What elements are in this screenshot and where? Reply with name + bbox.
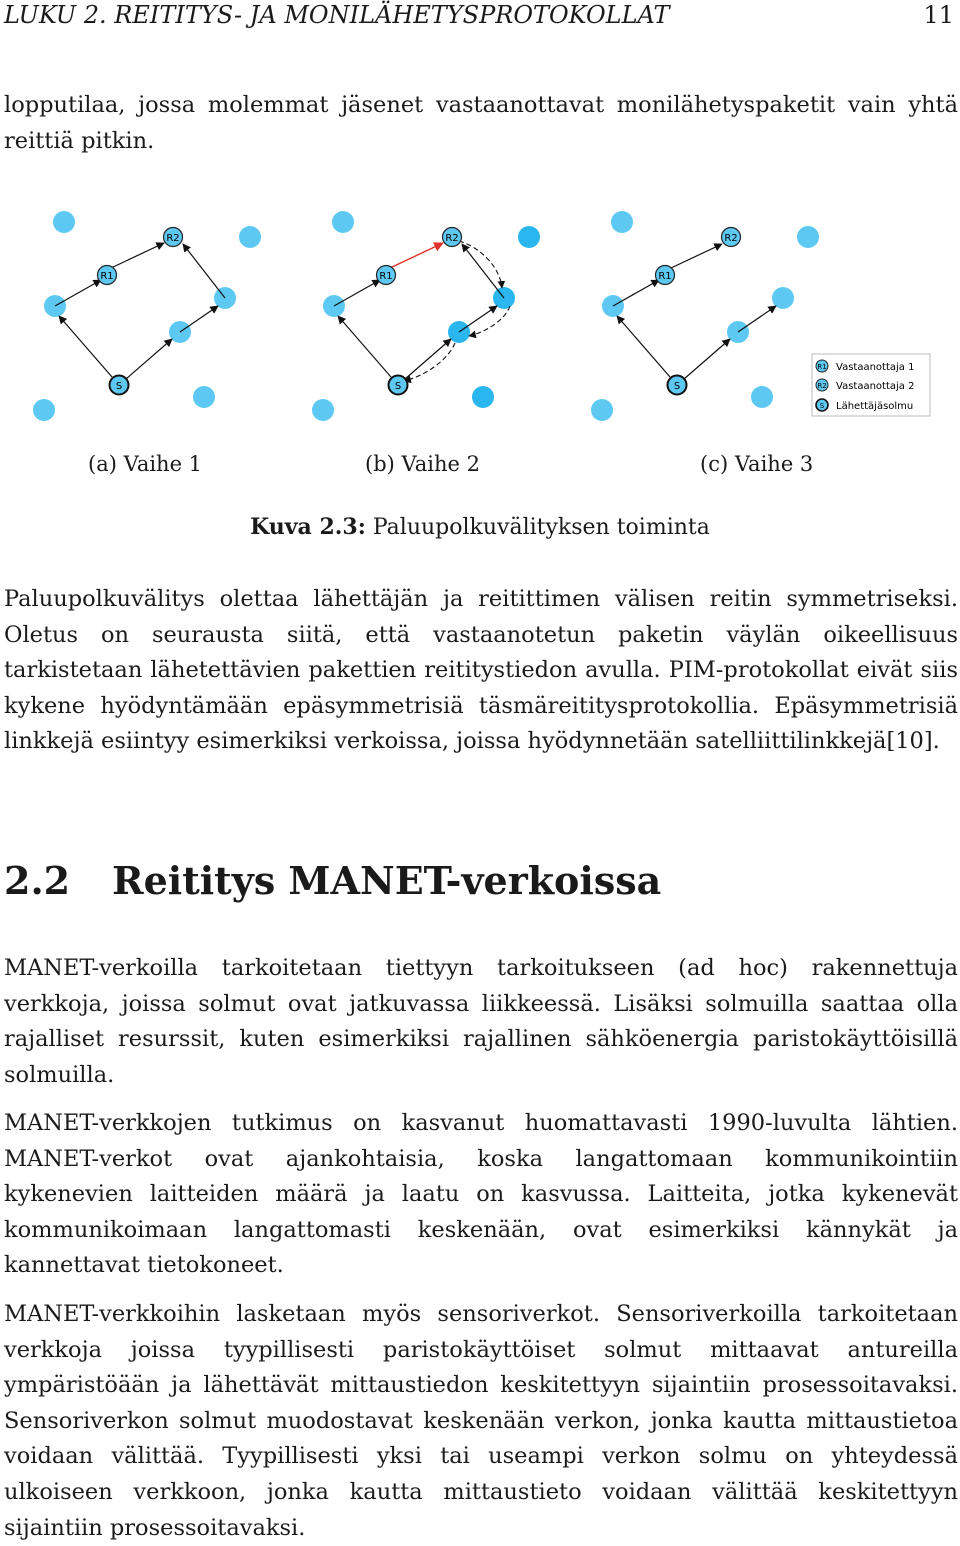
subcaption-c: (c) Vaihe 3 xyxy=(700,452,814,476)
paragraph-manet-intro: MANET-verkoilla tarkoitetaan tiettyyn tarkoitukseen (ad hoc) rakennettuja verkkoja, joissa solmut ovat jatkuvassa liikkeessä. Lisäksi solmuilla saattaa olla rajalliset resurssit, kuten esimerkiksi rajallinen sähköenergia paristokäyttöisillä solmuilla. xyxy=(4,955,958,1088)
svg-text:S: S xyxy=(394,381,402,392)
arrow-edge xyxy=(338,316,391,377)
svg-text:R1: R1 xyxy=(658,271,672,282)
node xyxy=(797,226,819,248)
node xyxy=(591,399,613,421)
arrow-edge xyxy=(180,306,218,332)
svg-text:Vastaanottaja 1: Vastaanottaja 1 xyxy=(836,362,915,373)
svg-text:R1: R1 xyxy=(379,271,393,282)
running-header xyxy=(4,0,954,30)
arrow-edge xyxy=(671,244,722,268)
section-title: Reititys MANET-verkoissa xyxy=(112,858,662,903)
panel-c xyxy=(591,211,819,421)
node-r2 xyxy=(164,228,183,247)
arrow-edge xyxy=(334,280,380,306)
node xyxy=(33,399,55,421)
figure-caption-label: Kuva 2.3: xyxy=(250,514,366,540)
arrow-edge-highlight xyxy=(390,243,443,268)
node xyxy=(518,226,540,248)
node-r2 xyxy=(443,228,462,247)
figure-diagram xyxy=(0,195,960,430)
node xyxy=(611,211,633,233)
node-r1 xyxy=(377,266,396,285)
node-r1 xyxy=(656,266,675,285)
node-s xyxy=(668,376,687,395)
page-number: 11 xyxy=(923,1,954,29)
svg-text:S: S xyxy=(115,381,123,392)
node-r2 xyxy=(722,228,741,247)
svg-text:R2: R2 xyxy=(724,233,738,244)
arrow-edge xyxy=(126,339,172,379)
figure-caption xyxy=(0,512,960,543)
svg-text:Vastaanottaja 2: Vastaanottaja 2 xyxy=(836,381,915,392)
dashed-return-arrow xyxy=(404,343,455,381)
arrow-edge xyxy=(111,243,164,268)
arrow-edge xyxy=(459,306,497,332)
arrow-edge xyxy=(59,316,112,377)
node-s xyxy=(389,376,408,395)
panel-a xyxy=(33,211,261,421)
node xyxy=(751,386,773,408)
node xyxy=(772,287,794,309)
section-heading xyxy=(4,855,661,907)
paragraph-symmetry: Paluupolkuvälitys olettaa lähettäjän ja reitittimen välisen reitin symmetriseksi. Oletus on seurausta siitä, että vastaanotetun paketin väylän oikeellisuus tarkistetaan lähetettävien pakettien reititystiedon avulla. PIM-protokollat eivät siis kykene hyödyntämään epäsymmetrisiä täsmäreititysprotokollia. Epäsymmetrisiä linkkejä esiintyy esimerkiksi verkoissa, joissa hyödynnetään satelliittilinkkejä[10]. xyxy=(4,586,958,755)
paragraph-manet-research: MANET-verkkojen tutkimus on kasvanut huomattavasti 1990-luvulta lähtien. MANET-verkot ovat ajankohtaisia, koska langattomaan kommunikointiin kykenevien laitteiden määrä ja laatu on kasvussa. Laitteita, jotka kykenevät kommunikoimaan langattomasti keskenään, ovat esimerkiksi kännykät ja kannettavat tietokoneet. xyxy=(4,1110,958,1279)
subcaption-b: (b) Vaihe 2 xyxy=(365,452,480,476)
node-r1 xyxy=(98,266,117,285)
section-number: 2.2 xyxy=(4,858,71,903)
svg-text:R2: R2 xyxy=(817,382,827,390)
arrow-edge xyxy=(613,280,659,306)
arrow-edge xyxy=(462,244,504,298)
figure-reverse-path-forwarding xyxy=(0,195,960,430)
paragraph-sensor-networks: MANET-verkkoihin lasketaan myös sensoriverkot. Sensoriverkoilla tarkoitetaan verkkoja joissa tyypillisesti paristokäyttöiset solmut mittaavat antureilla ympäristöään ja lähettävät mittaustiedon keskitettyyn sijaintiin prosessoitavaksi. Sensoriverkon solmut muodostavat keskenään verkon, jonka kautta mittaustietoa voidaan välittää. Tyypillisesti yksi tai useampi verkon solmu on yhteydessä ulkoiseen verkkoon, jonka kautta mittaustieto voidaan välittää keskitettyyn sijaintiin prosessoitavaksi. xyxy=(4,1301,958,1541)
figure-caption-text: Paluupolkuvälityksen toiminta xyxy=(372,515,710,540)
arrow-edge xyxy=(617,316,670,377)
node xyxy=(239,226,261,248)
svg-text:R2: R2 xyxy=(445,233,459,244)
node xyxy=(193,386,215,408)
svg-text:S: S xyxy=(673,381,681,392)
svg-text:Lähettäjäsolmu: Lähettäjäsolmu xyxy=(836,401,914,412)
arrow-edge xyxy=(738,306,776,332)
node xyxy=(332,211,354,233)
node xyxy=(312,399,334,421)
legend xyxy=(812,354,930,416)
paragraph-intro: lopputilaa, jossa molemmat jäsenet vastaanottavat monilähetyspaketit vain yhtä reittiä pitkin. xyxy=(4,92,958,154)
panel-b xyxy=(312,211,540,421)
node xyxy=(472,386,494,408)
node xyxy=(53,211,75,233)
svg-text:R1: R1 xyxy=(817,363,827,371)
subcaption-a: (a) Vaihe 1 xyxy=(88,452,203,476)
chapter-title: LUKU 2. REITITYS- JA MONILÄHETYSPROTOKOLLAT xyxy=(4,1,670,29)
svg-text:R2: R2 xyxy=(166,233,180,244)
arrow-edge xyxy=(55,280,101,306)
arrow-edge xyxy=(684,339,730,379)
svg-text:S: S xyxy=(819,402,825,410)
node-s xyxy=(110,376,129,395)
svg-text:R1: R1 xyxy=(100,271,114,282)
arrow-edge xyxy=(183,244,225,298)
